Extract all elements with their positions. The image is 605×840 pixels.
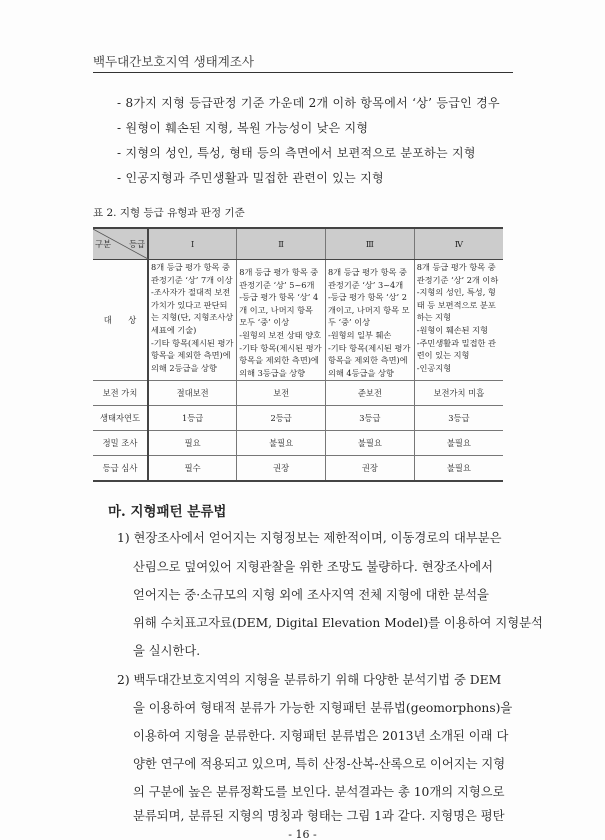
paragraph-line: 을 이용하여 형태적 분류가 가능한 지형패턴 분류법(geomorphons)을 <box>133 701 513 715</box>
table-row <box>93 456 503 481</box>
table-row <box>93 406 503 431</box>
column-header: Ⅰ <box>148 228 237 260</box>
row-label: 등급 심사 <box>93 456 148 481</box>
table-cell: 8개 등급 평가 항목 중 관정기준 ‘상’ 7개 이상 -조사자가 절대적 보전가치가 있다고 판단되는 지형(단, 지형조사상세표에 기술) -기타 항목(제시된 평가 항목을 제외한 측면)에 의해 2등급을 상향 <box>148 260 237 381</box>
paragraph-line: 양한 연구에 적용되고 있으며, 특히 산정-산복-산록으로 이어지는 지형 <box>133 757 506 771</box>
running-header: 백두대간보호지역 생태계조사 <box>93 54 254 69</box>
table-cell: 절대보전 <box>148 381 237 406</box>
table-cell: 1등급 <box>148 406 237 431</box>
column-header: Ⅱ <box>237 228 326 260</box>
table-cell: 8개 등급 평가 항목 중 관정기준 ‘상’ 5~6개 -등급 평가 항목 ‘상’ 4개 이고, 나머지 항목 모두 ‘중’ 이상 -원형의 보전 상태 양호 -기타 항목(제시된 평가 항목을 제외한 측면)에 의해 3등급을 상향 <box>237 260 326 381</box>
row-label: 정밀 조사 <box>93 431 148 456</box>
table-cell: 필요 <box>148 431 237 456</box>
bullet-item: - 원형이 훼손된 지형, 복원 가능성이 낮은 지형 <box>117 121 369 135</box>
page-number: - 16 - <box>288 828 317 840</box>
header-rule <box>93 72 513 73</box>
table-cell: 권장 <box>237 456 326 481</box>
grade-criteria-table <box>93 227 503 482</box>
bullet-item: - 8가지 지형 등급판정 기준 가운데 2개 이하 항목에서 ‘상’ 등급인 경우 <box>117 96 500 110</box>
table-cell: 불필요 <box>237 431 326 456</box>
paragraph-line: 2) 백두대간보호지역의 지형을 분류하기 위해 다양한 분석기법 중 DEM <box>117 673 502 687</box>
table-cell: 3등급 <box>414 406 503 431</box>
table-cell: 8개 등급 평가 항목 중 관정기준 ‘상’ 2개 이하 -지형의 성인, 특성, 형태 등 보편적으로 분포하는 지형 -원형이 훼손된 지형 -주민생활과 밀접한 관련이 있는 지형 -인공지형 <box>414 260 503 381</box>
table-cell: 2등급 <box>237 406 326 431</box>
paragraph-line: 얻어지는 중·소규모의 지형 외에 조사지역 전체 지형에 대한 분석을 <box>133 588 489 602</box>
table-row <box>93 260 503 381</box>
paragraph-line: 의 구분에 높은 분류정확도를 보인다. 분석결과는 총 10개의 지형으로 <box>133 785 505 799</box>
table-cell: 필수 <box>148 456 237 481</box>
column-header: Ⅲ <box>326 228 415 260</box>
table-cell: 보전 <box>237 381 326 406</box>
row-label: 보전 가치 <box>93 381 148 406</box>
paragraph-line: 이용하여 지형을 분류한다. 지형패턴 분류법은 2013년 소개된 이래 다 <box>133 729 509 743</box>
section-heading: 마. 지형패턴 분류법 <box>108 504 227 520</box>
table-cell: 보전가치 미흡 <box>414 381 503 406</box>
paragraph-line: 을 실시한다. <box>133 644 201 658</box>
row-label: 대 상 <box>93 260 148 381</box>
table-cell: 8개 등급 평가 항목 중 관정기준 ‘상’ 3~4개 -등급 평가 항목 ‘상’ 2개이고, 나머지 항목 모두 ‘중’ 이상 -원형의 일부 훼손 -기타 항목(제시된 평가 항목을 제외한 측면)에 의해 4등급을 상향 <box>326 260 415 381</box>
bullet-item: - 인공지형과 주민생활과 밀접한 관련이 있는 지형 <box>117 171 384 185</box>
table-cell: 준보전 <box>326 381 415 406</box>
table-row <box>93 381 503 406</box>
paragraph-line: 분류되며, 분류된 지형의 명칭과 형태는 그림 1과 같다. 지형명은 평탄 <box>133 809 505 823</box>
row-label: 생태자연도 <box>93 406 148 431</box>
table-cell: 불필요 <box>414 431 503 456</box>
corner-left-label: 구분 <box>95 239 112 249</box>
paragraph-line: 1) 현장조사에서 얻어지는 지형정보는 제한적이며, 이동경로의 대부분은 <box>117 531 502 545</box>
corner-right-label: 등급 <box>128 239 145 249</box>
bullet-item: - 지형의 성인, 특성, 형태 등의 측면에서 보편적으로 분포하는 지형 <box>117 146 476 160</box>
table-row <box>93 431 503 456</box>
table-cell: 권장 <box>326 456 415 481</box>
paragraph-line: 산림으로 덮여있어 지형관찰을 위한 조망도 불량하다. 현장조사에서 <box>133 560 493 574</box>
table-caption: 표 2. 지형 등급 유형과 판정 기준 <box>93 207 245 219</box>
paragraph-line: 위해 수치표고자료(DEM, Digital Elevation Model)를 이용하여 지형분석 <box>133 616 543 630</box>
table-cell: 불필요 <box>414 456 503 481</box>
column-header: Ⅳ <box>414 228 503 260</box>
table-cell: 3등급 <box>326 406 415 431</box>
table-cell: 불필요 <box>326 431 415 456</box>
corner-header-cell <box>93 228 148 260</box>
